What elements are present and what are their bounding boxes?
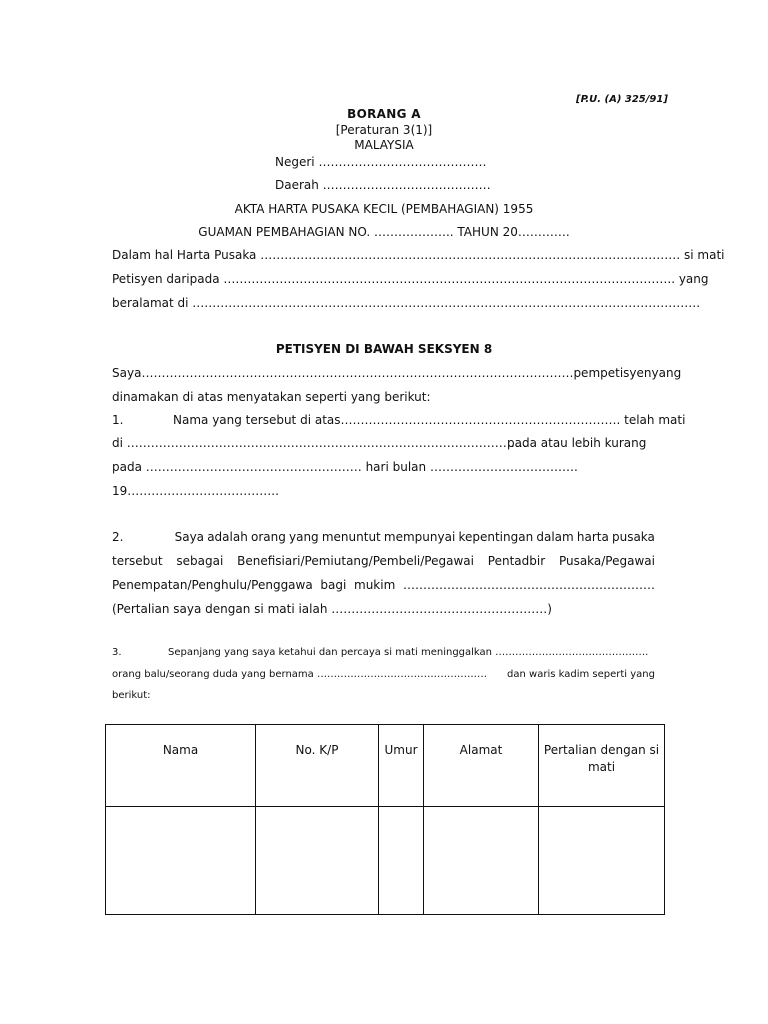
column-header-pertalian: Pertalian dengan si mati xyxy=(539,725,665,807)
petitioner-word: pempetisyen xyxy=(573,366,652,380)
negeri-field: Negeri …………………………………… xyxy=(275,155,487,169)
table-cell[interactable] xyxy=(539,807,665,915)
column-header-nama: Nama xyxy=(106,725,256,807)
table-cell[interactable] xyxy=(379,807,424,915)
paragraph-1-line-1: Nama yang tersebut di atas……………………………………………………………. telah mati xyxy=(173,413,686,427)
paragraph-3-line-2 xyxy=(112,669,655,680)
address-line: beralamat di ………………………………………………………………………………………………………………. xyxy=(112,296,701,310)
daerah-field: Daerah …………………………………… xyxy=(275,178,491,192)
petitioner-line-2: dinamakan di atas menyatakan seperti yang berikut: xyxy=(112,390,431,404)
paragraph-2-word: orang xyxy=(250,530,286,544)
petitioner-line xyxy=(112,366,682,380)
case-number-line: GUAMAN PEMBAHAGIAN NO. ……………….. TAHUN 20…………. xyxy=(198,225,570,239)
column-header-no-kp: No. K/P xyxy=(256,725,379,807)
paragraph-2-word: bagi xyxy=(320,578,347,592)
table-header-row xyxy=(106,725,665,807)
paragraph-2-word: pusaka xyxy=(611,530,655,544)
paragraph-2-word: ……………………………………………………… xyxy=(402,578,655,592)
paragraph-2-line-2 xyxy=(112,554,655,568)
paragraph-1-line-2b: pada atau lebih kurang xyxy=(507,436,647,450)
paragraph-2-word: harta xyxy=(576,530,609,544)
column-header-alamat: Alamat xyxy=(424,725,539,807)
paragraph-2-line-1 xyxy=(112,530,655,544)
paragraph-2-line-3 xyxy=(112,578,655,592)
paragraph-2-word: yang xyxy=(289,530,319,544)
paragraph-2-word: dalam xyxy=(536,530,574,544)
paragraph-1-line-3: pada ……………………………………………… hari bulan ………………………………. xyxy=(112,460,578,474)
paragraph-2-word: mukim xyxy=(354,578,396,592)
column-header-umur: Umur xyxy=(379,725,424,807)
reference-code: [P.U. (A) 325/91] xyxy=(576,94,668,105)
table-cell[interactable] xyxy=(256,807,379,915)
table-cell[interactable] xyxy=(424,807,539,915)
paragraph-3-number: 3. xyxy=(112,647,122,658)
paragraph-3-line-2a: orang balu/seorang duda yang bernama …………………………………………… xyxy=(112,669,487,680)
paragraph-1-line-2a: di ………………………………………………………………………………………. xyxy=(112,436,527,450)
paragraph-2-word: tersebut xyxy=(112,554,163,568)
paragraph-2-word: sebagai xyxy=(176,554,224,568)
paragraph-2-line-4: (Pertalian saya dengan si mati ialah ………………………………………………) xyxy=(112,602,552,616)
petition-from-line: Petisyen daripada ………………………………………………………………………………………………….. yang xyxy=(112,272,709,286)
estate-line: Dalam hal Harta Pusaka …………………………………………………………………………………………… si mati xyxy=(112,248,725,262)
paragraph-2-word: mempunyai xyxy=(383,530,456,544)
paragraph-2-word: Pusaka/Pegawai xyxy=(558,554,655,568)
paragraph-2-word: adalah xyxy=(207,530,248,544)
act-title: AKTA HARTA PUSAKA KECIL (PEMBAHAGIAN) 1955 xyxy=(234,202,534,216)
paragraph-2-number: 2. xyxy=(112,530,124,544)
paragraph-2-word: kepentingan xyxy=(458,530,534,544)
paragraph-2-word: menuntut xyxy=(321,530,381,544)
petitioner-word-yang: yang xyxy=(651,366,682,380)
paragraph-3-line-2b: dan waris kadim seperti yang xyxy=(507,669,655,680)
form-title: BORANG A xyxy=(347,107,421,121)
petitioner-word-saya: Saya xyxy=(112,366,142,380)
paragraph-1-line-4: 19……………………………….. xyxy=(112,484,279,498)
paragraph-2-word: Pentadbir xyxy=(487,554,546,568)
paragraph-1-number: 1. xyxy=(112,413,124,427)
petitioner-dots: ……………………………………………………………………………………………… xyxy=(141,366,574,380)
regulation-text: [Peraturan 3(1)] xyxy=(335,123,433,137)
paragraph-2-word: Saya xyxy=(174,530,205,544)
table-cell[interactable] xyxy=(106,807,256,915)
table-row xyxy=(106,807,665,915)
paragraph-3-line-1: Sepanjang yang saya ketahui dan percaya si mati meninggalkan ………………………………………. xyxy=(168,647,649,658)
country-text: MALAYSIA xyxy=(354,138,414,152)
section-heading: PETISYEN DI BAWAH SEKSYEN 8 xyxy=(275,342,493,356)
heirs-table xyxy=(105,724,665,915)
paragraph-3-line-3: berikut: xyxy=(112,690,151,701)
paragraph-2-word: Benefisiari/Pemiutang/Pembeli/Pegawai xyxy=(237,554,474,568)
paragraph-2-word: Penempatan/Penghulu/Penggawa xyxy=(112,578,313,592)
